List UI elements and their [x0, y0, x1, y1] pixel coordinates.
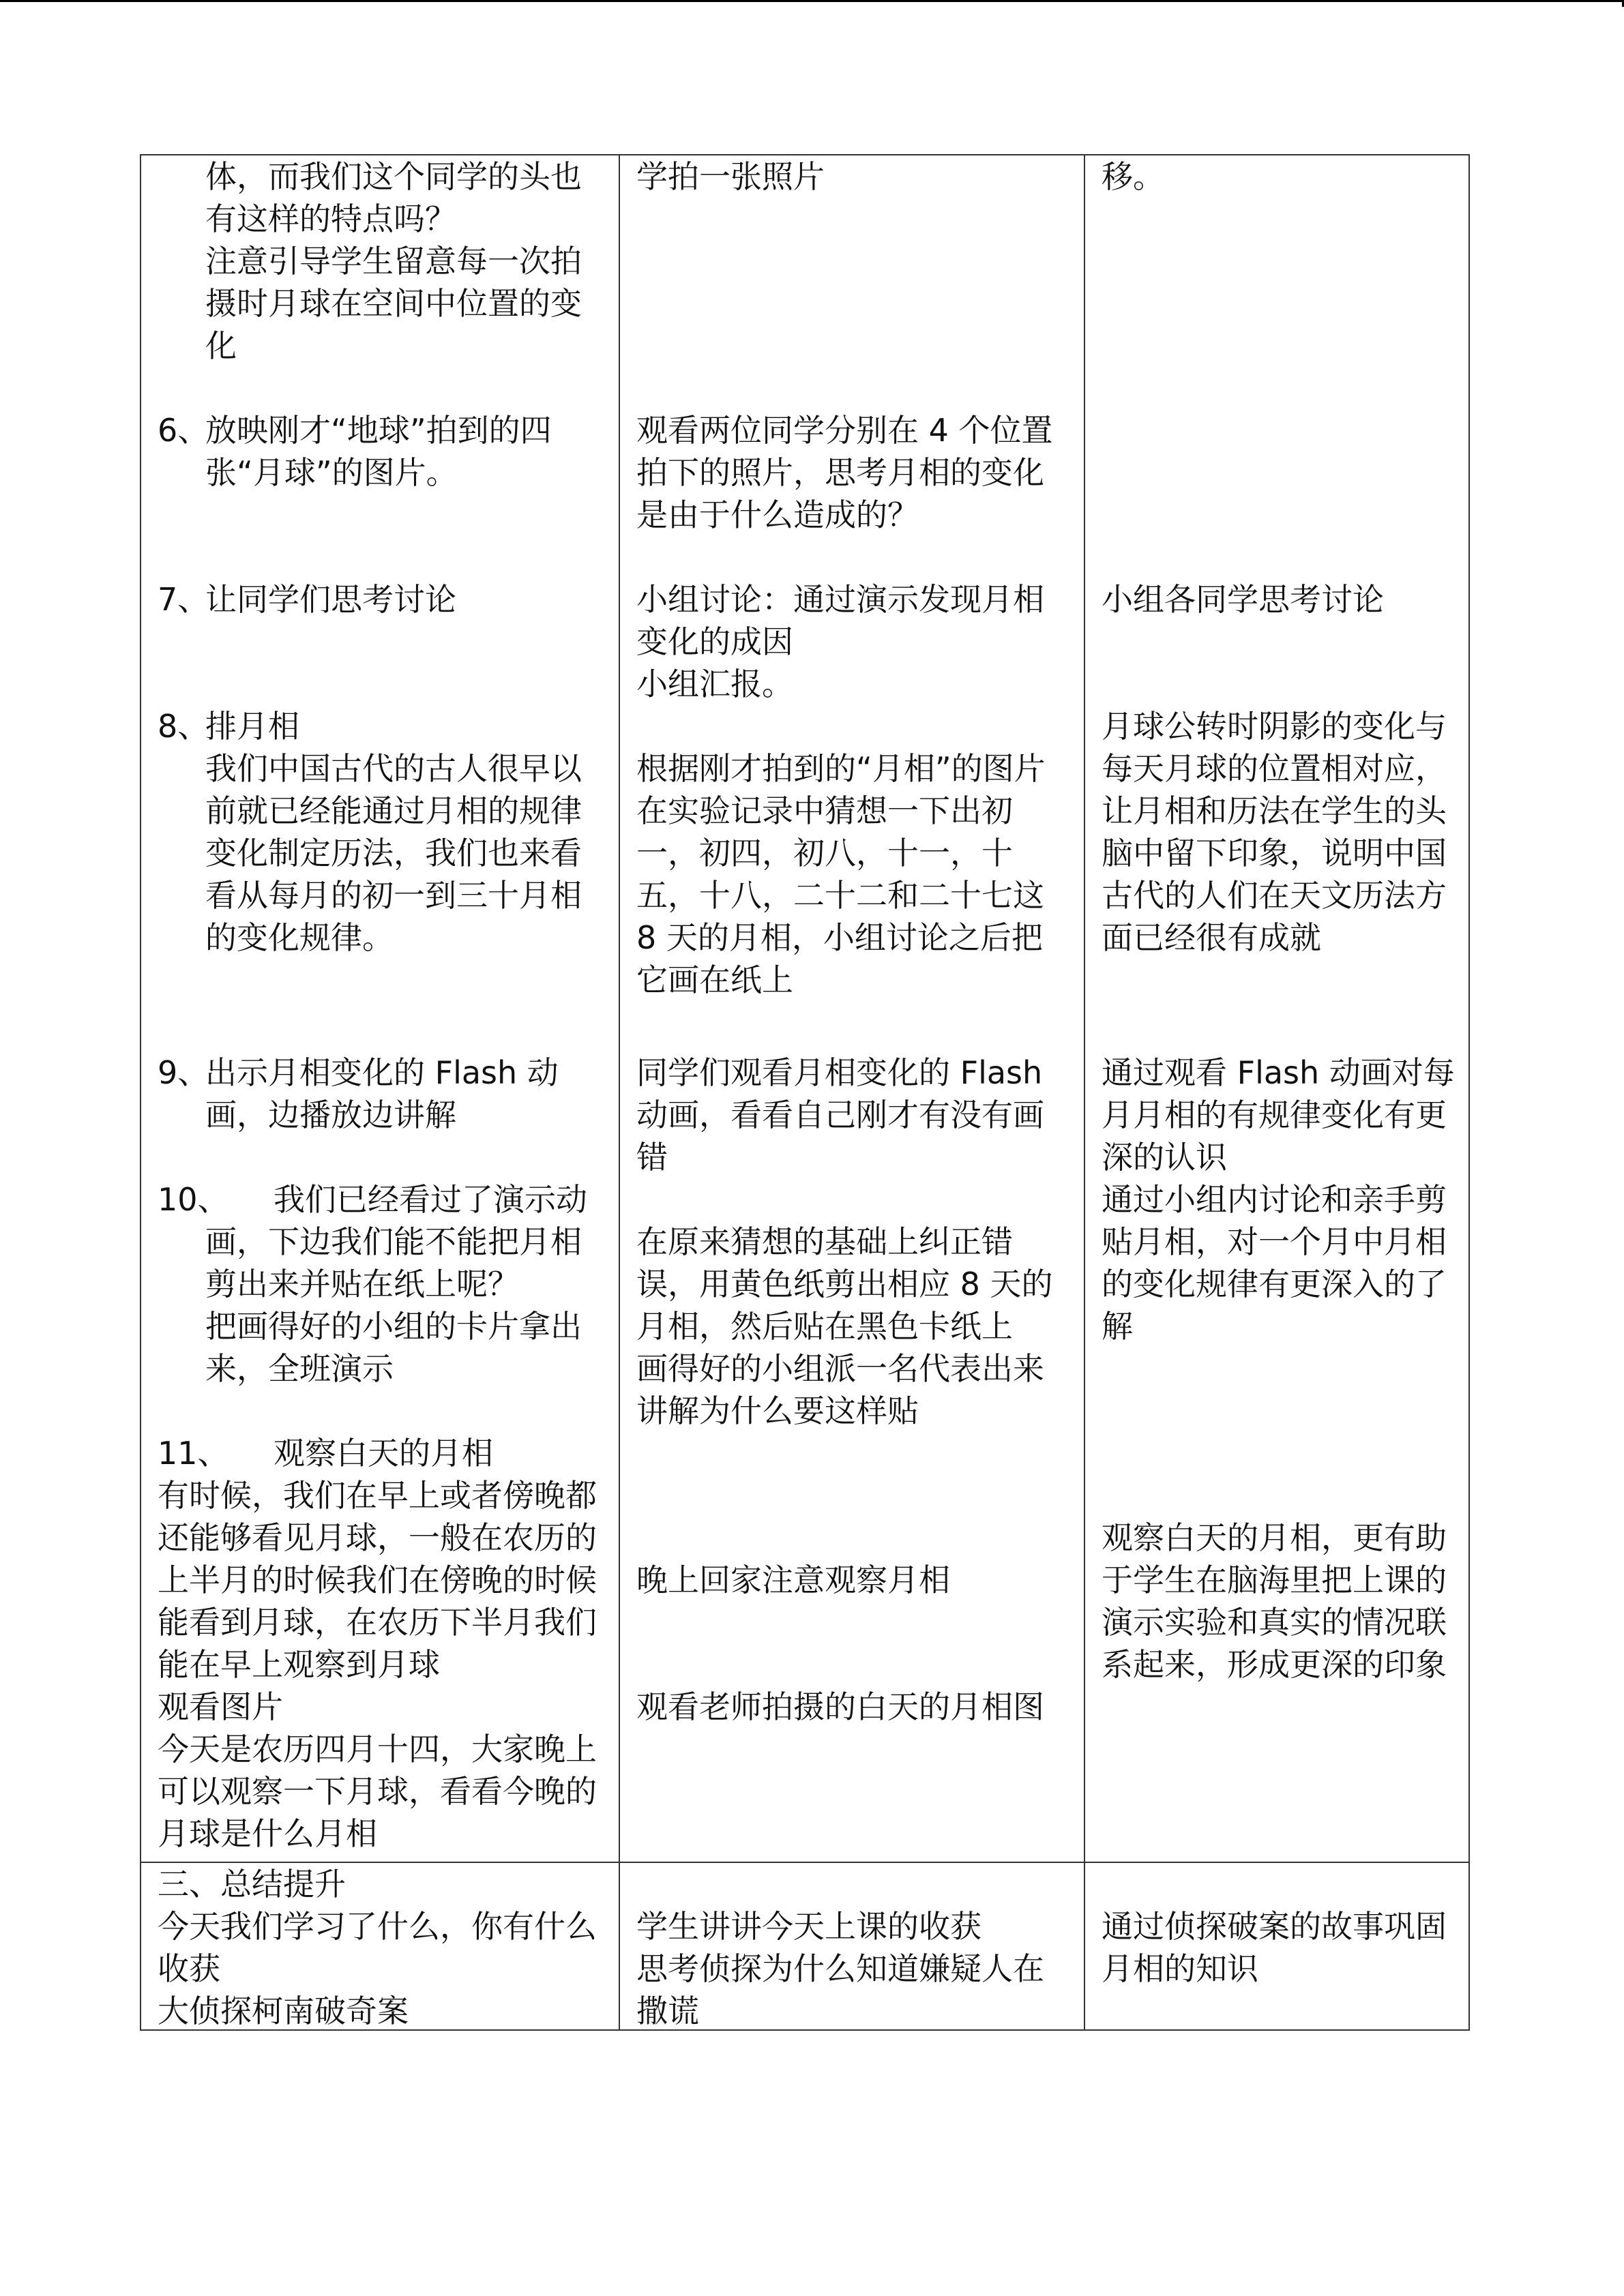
summary-intent-text: 通过侦探破案的故事巩固月相的知识	[1102, 1908, 1447, 1987]
step-number: 6、	[158, 412, 209, 449]
summary-title: 三、总结提升	[158, 1866, 346, 1903]
step-9	[158, 1052, 605, 1136]
step-7	[158, 578, 605, 621]
summary-student	[636, 1905, 1070, 2029]
student-text-6: 观看两位同学分别在 4 个位置拍下的照片，思考月相的变化是由于什么造成的？	[636, 412, 1053, 533]
student-text-7b: 小组汇报。	[636, 666, 793, 702]
student-text-10	[636, 1221, 1070, 1432]
step-number: 10、	[158, 1181, 229, 1218]
intent-text-11: 观察白天的月相，更有助于学生在脑海里把上课的演示实验和真实的情况联系起来，形成更深的印象	[1102, 1519, 1447, 1683]
student-text-11a: 晚上回家注意观察月相	[636, 1562, 950, 1598]
step-text: 让同学们思考讨论	[205, 581, 456, 618]
step-number: 11、	[158, 1435, 229, 1472]
continued-text: 体，而我们这个同学的头也有这样的特点吗？	[205, 158, 582, 237]
summary-student-text: 学生讲讲今天上课的收获	[636, 1908, 981, 1945]
table-row	[141, 155, 1468, 1862]
intent-text-continued: 移。	[1102, 158, 1164, 195]
summary-text-2: 大侦探柯南破奇案	[158, 1993, 409, 2029]
student-text-11b: 观看老师拍摄的白天的月相图	[636, 1688, 1044, 1725]
step-title: 观察白天的月相	[274, 1435, 493, 1472]
step-8	[158, 705, 605, 959]
intent-text-8: 月球公转时阴影的变化与每天月球的位置相对应，让月相和历法在学生的头脑中留下印象，说明中国古代的人们在天文历法方面已经很有成就	[1102, 708, 1447, 956]
table-row	[141, 1862, 1468, 2029]
step-number: 8、	[158, 708, 209, 745]
intent-text-10: 通过小组内讨论和亲手剪贴月相，对一个月中月相的变化规律有更深入的了解	[1102, 1181, 1447, 1345]
summary-teacher-cell	[141, 1863, 620, 2029]
step-text: 我们中国古代的古人很早以前就已经能通过月相的规律变化制定历法，我们也来看看从每月的初一到三十月相的变化规律。	[205, 750, 582, 956]
student-text-10b: 画得好的小组派一名代表出来讲解为什么要这样贴	[636, 1350, 1044, 1429]
intent-text-7: 小组各同学思考讨论	[1102, 581, 1384, 618]
design-intent-cell	[1085, 155, 1468, 1862]
teacher-activity-cell	[141, 155, 620, 1862]
step-title: 排月相	[205, 708, 299, 745]
step-text-2: 把画得好的小组的卡片拿出来，全班演示	[205, 1308, 582, 1387]
summary-teacher	[158, 1863, 605, 2029]
step-6	[158, 409, 605, 494]
student-activity-cell	[620, 155, 1085, 1862]
step-number: 9、	[158, 1054, 209, 1091]
step-text: 我们已经看过了演示动画，下边我们能不能把月相剪出来并贴在纸上呢？	[205, 1181, 587, 1302]
student-text-10a: 在原来猜想的基础上纠正错误，用黄色纸剪出相应 8 天的月相，然后贴在黑色卡纸上	[636, 1223, 1053, 1345]
intent-text-9: 通过观看 Flash 动画对每月月相的有规律变化有更深的认识	[1102, 1054, 1455, 1176]
step-number: 7、	[158, 581, 209, 618]
student-text-7	[636, 578, 1070, 705]
summary-student-cell	[620, 1863, 1085, 2029]
step-11	[158, 1432, 605, 1855]
student-text-9: 同学们观看月相变化的 Flash 动画，看看自己刚才有没有画错	[636, 1054, 1044, 1176]
summary-student-text-2: 思考侦探为什么知道嫌疑人在撒谎	[636, 1950, 1044, 2029]
summary-text: 今天我们学习了什么，你有什么收获	[158, 1908, 597, 1987]
step-text: 出示月相变化的 Flash 动画，边播放边讲解	[205, 1054, 559, 1133]
step-text-3: 今天是农历四月十四，大家晚上可以观察一下月球，看看今晚的月球是什么月相	[158, 1731, 597, 1852]
summary-intent-cell	[1085, 1863, 1468, 2029]
step-text-2: 观看图片	[158, 1688, 283, 1725]
continued-note: 注意引导学生留意每一次拍摄时月球在空间中位置的变化	[205, 243, 582, 364]
student-text-continued: 学拍一张照片	[636, 158, 825, 195]
step-10	[158, 1178, 605, 1390]
step-text: 有时候，我们在早上或者傍晚都还能够看见月球，一般在农历的上半月的时候我们在傍晚的时候能看到月球，在农历下半月我们能在早上观察到月球	[158, 1477, 597, 1683]
student-text-8: 根据刚才拍到的“月相”的图片在实验记录中猜想一下出初一，初四，初八，十一，十五，十八，二十二和二十七这 8 天的月相，小组讨论之后把它画在纸上	[636, 750, 1046, 998]
continued-step	[158, 155, 605, 367]
step-text: 放映刚才“地球”拍到的四张“月球”的图片。	[205, 412, 552, 491]
student-text-7a: 小组讨论：通过演示发现月相变化的成因	[636, 581, 1044, 660]
page-top-border	[0, 0, 1624, 2]
lesson-plan-table	[140, 154, 1470, 2031]
